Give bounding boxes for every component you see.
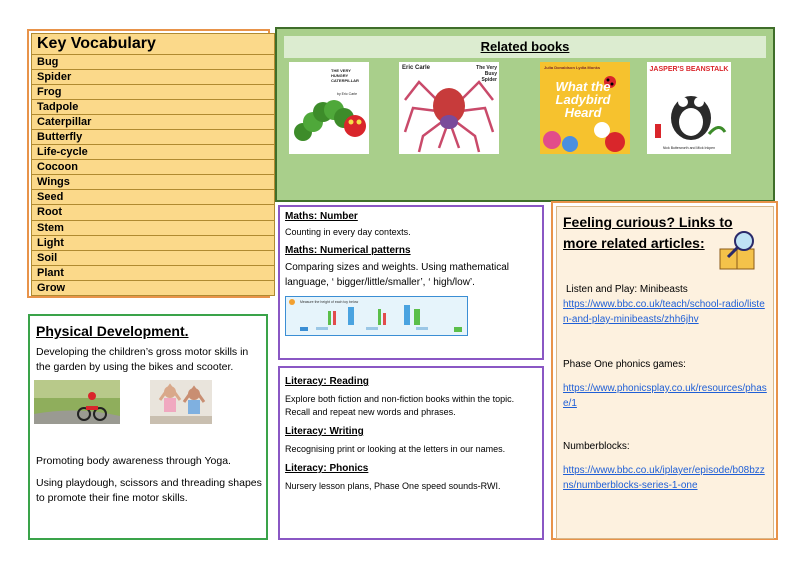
vocabulary-title: Key Vocabulary bbox=[31, 33, 275, 55]
vocabulary-word: Root bbox=[31, 205, 275, 220]
book-cover-hungry-caterpillar[interactable] bbox=[289, 62, 369, 154]
link-label-phonics: Phase One phonics games: bbox=[563, 359, 686, 370]
vocabulary-word: Caterpillar bbox=[31, 115, 275, 130]
literacy-phonics-heading: Literacy: Phonics bbox=[285, 463, 369, 474]
book-author: Nick Butterworth and Mick Inkpen bbox=[662, 146, 716, 150]
link-phonics[interactable]: https://www.phonicsplay.co.uk/resources/phase/1 bbox=[563, 383, 767, 409]
link-numberblocks[interactable]: https://www.bbc.co.uk/iplayer/episode/b08bzzns/numberblocks-series-1-one bbox=[563, 465, 765, 491]
maths-patterns-text: Comparing sizes and weights. Using mathematical language, ‘ bigger/little/smaller’, ‘ high/low’. bbox=[285, 262, 509, 288]
link-label-minibeasts: Listen and Play: Minibeasts bbox=[566, 284, 688, 295]
literacy-panel bbox=[278, 366, 544, 540]
links-panel bbox=[556, 206, 774, 539]
related-books-title: Related books bbox=[284, 36, 766, 58]
literacy-phonics-text: Nursery lesson plans, Phase One speed sounds-RWI. bbox=[285, 481, 501, 491]
literacy-writing-text: Recognising print or looking at the letters in our names. bbox=[285, 444, 506, 454]
book-title: What the Ladybird Heard bbox=[555, 79, 611, 120]
book-author: by Eric Carle bbox=[337, 92, 358, 96]
links-panel-title: Feeling curious? Links to more related articles: bbox=[563, 214, 733, 251]
book-title: JASPER'S BEANSTALK bbox=[649, 66, 729, 73]
maths-number-heading: Maths: Number bbox=[285, 211, 358, 222]
activity-caption: Measure the height of each toy below bbox=[300, 300, 359, 304]
maths-number-text: Counting in every day contexts. bbox=[285, 227, 411, 237]
vocabulary-word: Wings bbox=[31, 175, 275, 190]
vocabulary-word: Tadpole bbox=[31, 100, 275, 115]
book-cover-busy-spider[interactable] bbox=[399, 62, 499, 154]
yoga-photo bbox=[150, 380, 212, 424]
literacy-reading-text: Explore both fiction and non-fiction books within the topic. Recall and repeat new words and phrases. bbox=[285, 394, 515, 417]
vocabulary-word: Life-cycle bbox=[31, 145, 275, 160]
book-author: Eric Carle bbox=[402, 65, 431, 71]
physical-development-panel bbox=[28, 314, 268, 540]
maths-panel bbox=[278, 205, 544, 360]
vocabulary-word: Spider bbox=[31, 70, 275, 85]
vocabulary-word: Plant bbox=[31, 266, 275, 281]
vocabulary-word: Butterfly bbox=[31, 130, 275, 145]
gross-motor-text: Developing the children’s gross motor skills in the garden by using the bikes and scooter. bbox=[36, 346, 249, 373]
literacy-writing-heading: Literacy: Writing bbox=[285, 426, 364, 437]
measuring-activity-image bbox=[285, 296, 468, 336]
link-label-numberblocks: Numberblocks: bbox=[563, 441, 630, 452]
book-author: Julia Donaldson Lydia Monks bbox=[544, 65, 601, 70]
book-title: THE VERY HUNGRY CATERPILLAR bbox=[331, 68, 359, 83]
physical-development-title: Physical Development. bbox=[36, 323, 189, 339]
related-books-panel bbox=[275, 27, 775, 202]
bike-photo bbox=[34, 380, 120, 424]
literacy-reading-heading: Literacy: Reading bbox=[285, 376, 369, 387]
vocabulary-table bbox=[31, 33, 275, 296]
link-minibeasts[interactable]: https://www.bbc.co.uk/teach/school-radio/listen-and-play-minibeasts/zhh6jhv bbox=[563, 299, 765, 325]
vocabulary-word: Light bbox=[31, 236, 275, 251]
vocabulary-word: Bug bbox=[31, 55, 275, 70]
book-cover-jaspers-beanstalk[interactable] bbox=[647, 62, 731, 154]
vocabulary-word: Seed bbox=[31, 190, 275, 205]
vocabulary-word: Soil bbox=[31, 251, 275, 266]
magnifier-book-icon bbox=[714, 227, 764, 275]
maths-patterns-heading: Maths: Numerical patterns bbox=[285, 245, 411, 256]
vocabulary-word: Frog bbox=[31, 85, 275, 100]
vocabulary-word: Cocoon bbox=[31, 160, 275, 175]
yoga-text: Promoting body awareness through Yoga. bbox=[36, 455, 231, 467]
book-title: The Very Busy Spider bbox=[476, 65, 497, 83]
book-cover-ladybird-heard[interactable] bbox=[540, 62, 630, 154]
vocabulary-word: Stem bbox=[31, 221, 275, 236]
vocabulary-word: Grow bbox=[31, 281, 275, 296]
fine-motor-text: Using playdough, scissors and threading shapes to promote their fine motor skills. bbox=[36, 477, 262, 504]
